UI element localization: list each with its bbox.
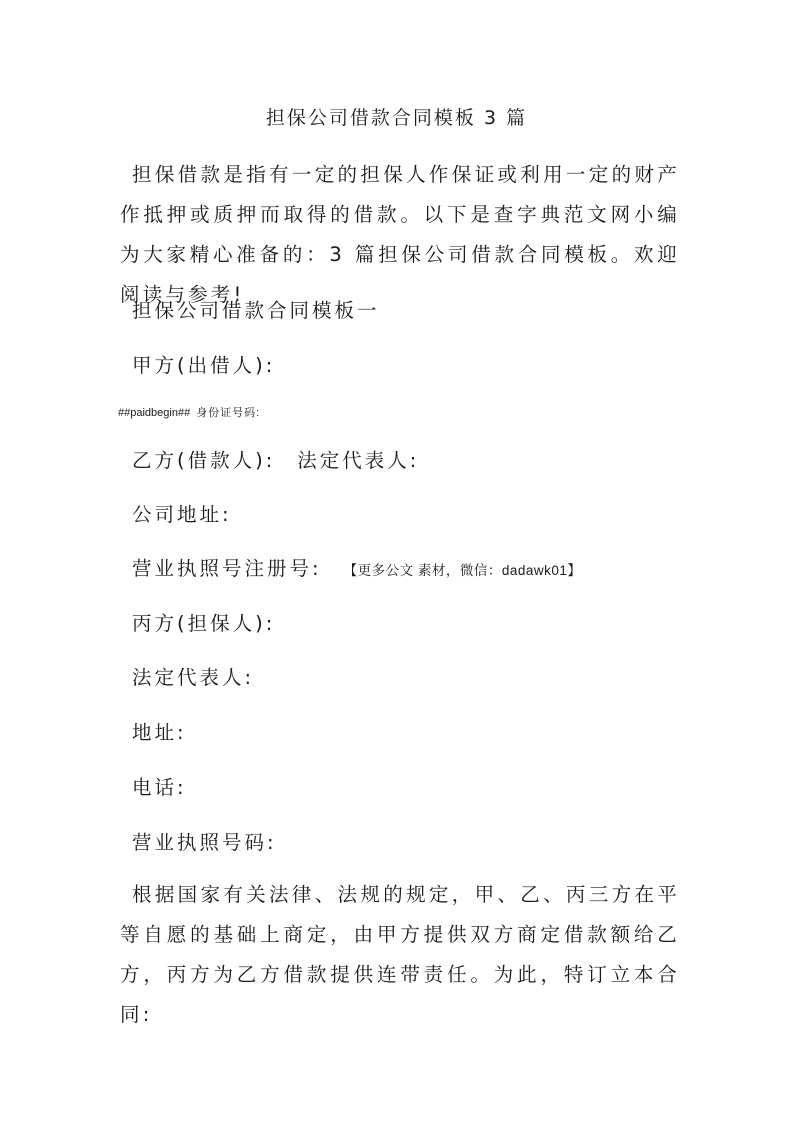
legal-rep-label: 法定代表人:: [132, 666, 255, 689]
document-title: 担保公司借款合同模板 3 篇: [265, 107, 528, 129]
section-heading: 担保公司借款合同模板一: [132, 299, 380, 322]
party-b-label: 乙方(借款人):: [132, 449, 276, 472]
closing-paragraph: 根据国家有关法律、法规的规定，甲、乙、丙三方在平等自愿的基础上商定，由甲方提供双方商定借款额给乙方，丙方为乙方借款提供连带责任。为此，特订立本合同:: [120, 883, 680, 1026]
business-license-reg-label: 营业执照号注册号:: [132, 557, 322, 580]
phone-label: 电话:: [132, 776, 187, 799]
party-b-legal-rep-label: 法定代表人:: [297, 449, 420, 472]
business-license-line: [132, 556, 581, 584]
party-b-line: [132, 448, 419, 474]
party-a-label: 甲方(出借人):: [132, 354, 276, 377]
business-license-number-label: 营业执照号码:: [132, 831, 277, 854]
paid-marker: ##paidbegin##: [118, 407, 191, 419]
promo-note: 【更多公文 素材，微信：dadawk01】: [343, 563, 582, 578]
company-address-label: 公司地址:: [132, 503, 232, 526]
id-number-label: 身份证号码:: [196, 407, 261, 419]
address-label: 地址:: [132, 721, 187, 744]
party-c-label: 丙方(担保人):: [132, 612, 276, 635]
intro-paragraph: 担保借款是指有一定的担保人作保证或利用一定的财产作抵押或质押而取得的借款。以下是查字典范文网小编为大家精心准备的：3 篇担保公司借款合同模板。欢迎阅读与参考!: [120, 163, 680, 306]
paid-marker-line: [118, 404, 260, 420]
